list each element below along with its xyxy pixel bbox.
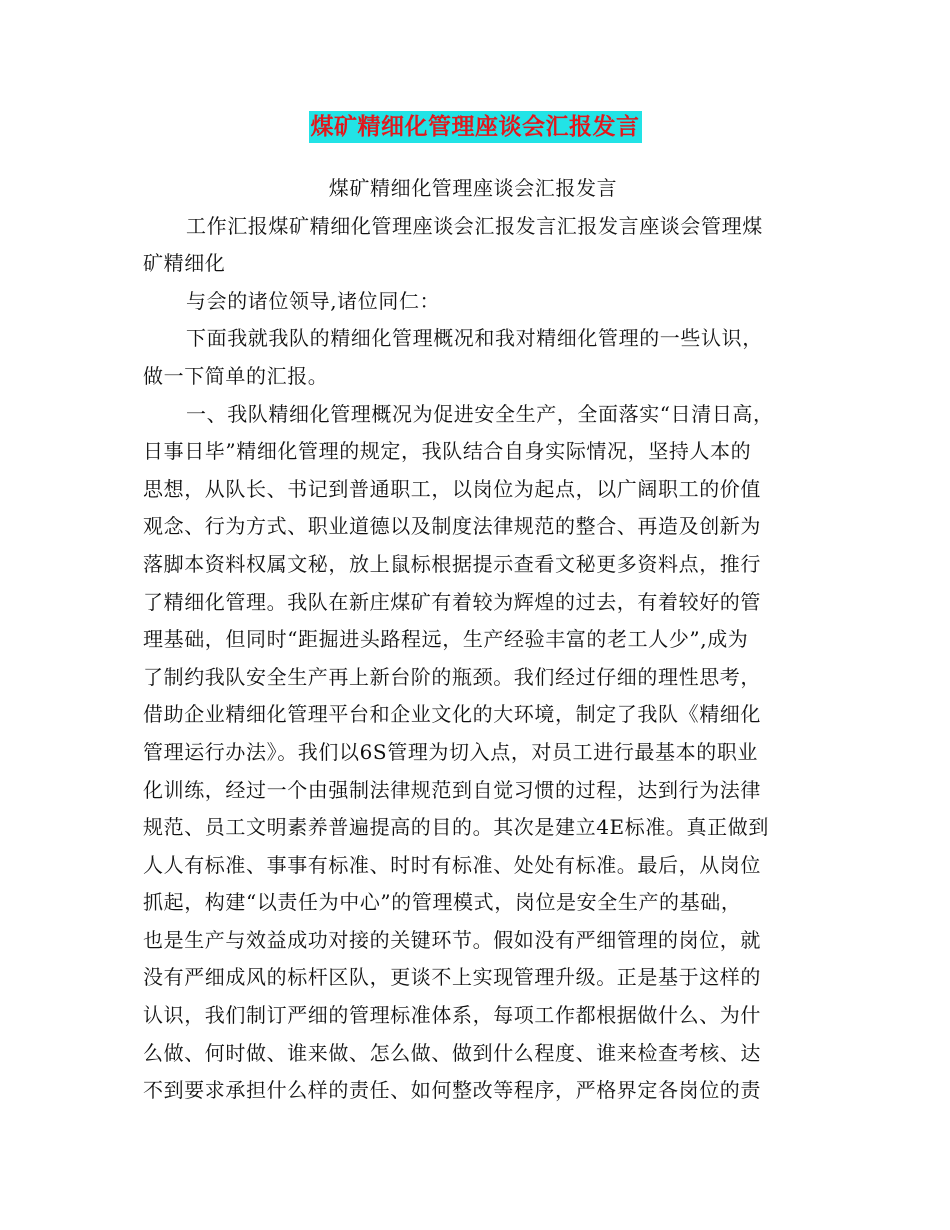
body-line: 矿精细化 bbox=[143, 251, 226, 276]
body-line: 了制约我队安全生产再上新台阶的瓶颈。我们经过仔细的理性思考， bbox=[143, 664, 761, 689]
document-body bbox=[143, 170, 803, 1110]
body-line: 理基础，但同时“距掘进头路程远，生产经验丰富的老工人少”,成为 bbox=[143, 627, 749, 652]
body-line: 观念、行为方式、职业道德以及制度法律规范的整合、再造及创新为 bbox=[143, 514, 761, 539]
body-line: 下面我就我队的精细化管理概况和我对精细化管理的一些认识， bbox=[186, 326, 763, 351]
body-line: 借助企业精细化管理平台和企业文化的大环境，制定了我队《精细化 bbox=[143, 702, 761, 727]
body-line: 日事日毕”精细化管理的规定，我队结合自身实际情况，坚持人本的 bbox=[143, 439, 752, 464]
body-line: 不到要求承担什么样的责任、如何整改等程序，严格界定各岗位的责 bbox=[143, 1078, 761, 1103]
body-line: 认识，我们制订严细的管理标准体系，每项工作都根据做什么、为什 bbox=[143, 1003, 761, 1028]
body-line: 与会的诸位领导,诸位同仁： bbox=[186, 288, 441, 313]
body-line: 么做、何时做、谁来做、怎么做、做到什么程度、谁来检查考核、达 bbox=[143, 1040, 761, 1065]
body-line: 抓起，构建“以责任为中心”的管理模式，岗位是安全生产的基础， bbox=[143, 890, 742, 915]
document-subtitle: 煤矿精细化管理座谈会汇报发言 bbox=[328, 176, 618, 200]
title-container bbox=[0, 111, 950, 143]
body-line: 规范、员工文明素养普遍提高的目的。其次是建立4E标准。真正做到 bbox=[143, 815, 769, 840]
body-line: 也是生产与效益成功对接的关键环节。假如没有严细管理的岗位，就 bbox=[143, 927, 761, 952]
body-line: 做一下简单的汇报。 bbox=[143, 363, 329, 388]
body-line: 一、我队精细化管理概况为促进安全生产，全面落实“日清日高， bbox=[186, 401, 774, 426]
body-line: 管理运行办法》。我们以6S管理为切入点，对员工进行最基本的职业 bbox=[143, 739, 759, 764]
body-line: 工作汇报煤矿精细化管理座谈会汇报发言汇报发言座谈会管理煤 bbox=[186, 213, 763, 238]
body-line: 落脚本资料权属文秘，放上鼠标根据提示查看文秘更多资料点，推行 bbox=[143, 551, 761, 576]
document-title: 煤矿精细化管理座谈会汇报发言 bbox=[309, 111, 642, 143]
body-line: 思想，从队长、书记到普通职工，以岗位为起点，以广阔职工的价值 bbox=[143, 476, 761, 501]
body-line: 了精细化管理。我队在新庄煤矿有着较为辉煌的过去，有着较好的管 bbox=[143, 589, 761, 614]
body-line: 化训练，经过一个由强制法律规范到自觉习惯的过程，达到行为法律 bbox=[143, 777, 761, 802]
body-line: 人人有标准、事事有标准、时时有标准、处处有标准。最后，从岗位 bbox=[143, 852, 761, 877]
body-line: 没有严细成风的标杆区队，更谈不上实现管理升级。正是基于这样的 bbox=[143, 965, 761, 990]
